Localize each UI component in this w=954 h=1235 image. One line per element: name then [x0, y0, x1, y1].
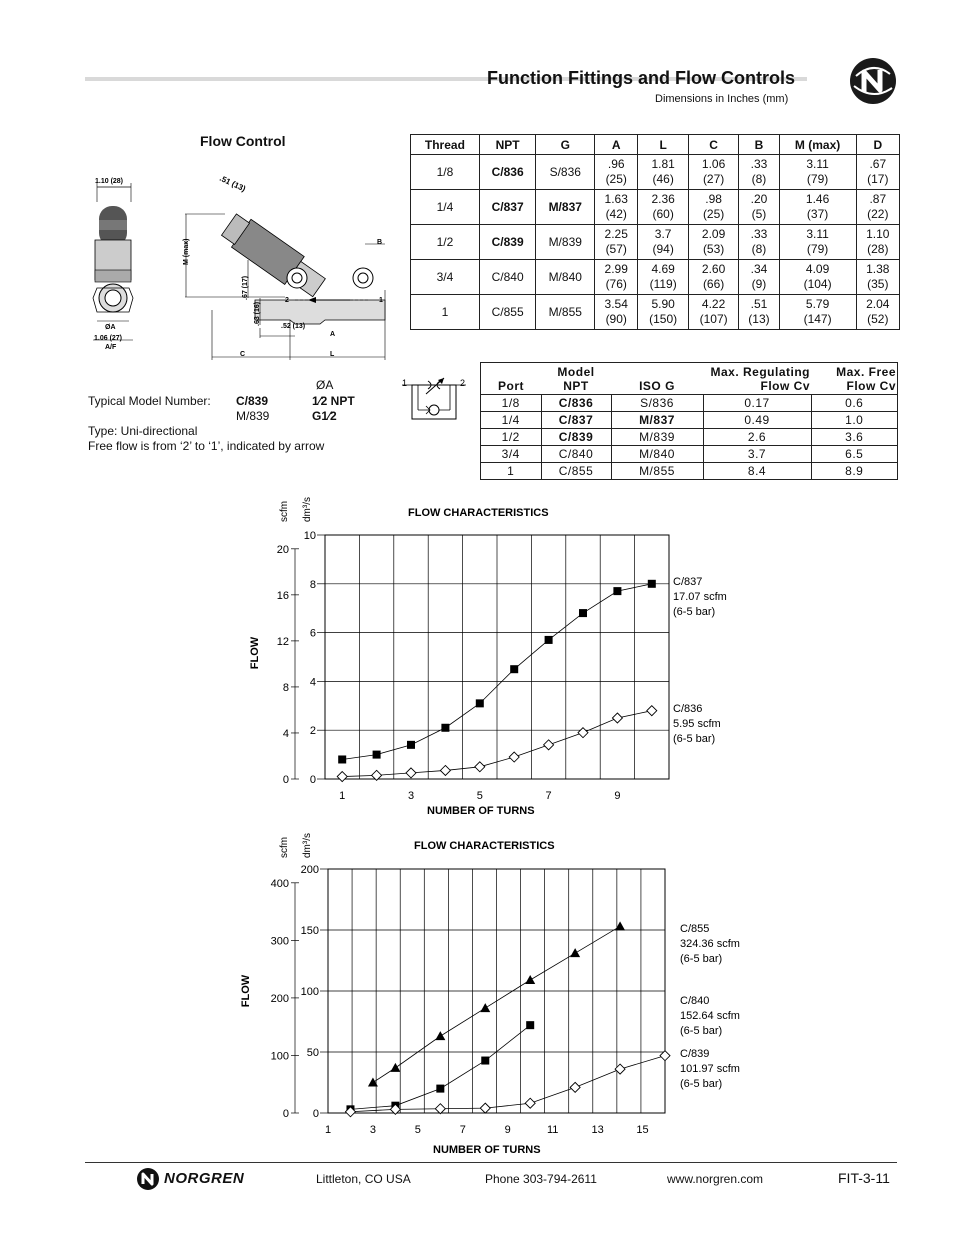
data-point-diamond [509, 752, 519, 762]
dim-l: L [330, 351, 335, 358]
data-point-square [441, 724, 449, 732]
chart-title: FLOW CHARACTERISTICS [408, 507, 549, 519]
cell-g: M/839 [536, 225, 595, 260]
y-tick-label-scfm: 400 [270, 877, 289, 890]
cell-l [638, 225, 688, 260]
y-tick-label-dm3s: 6 [309, 627, 316, 640]
cell-b-mm: (9) [751, 277, 767, 291]
type-line: Type: Uni-directional [88, 424, 198, 438]
y-tick-label-scfm: 0 [282, 774, 289, 786]
data-point-square [613, 587, 621, 595]
x-tick-label: 1 [324, 1124, 332, 1136]
series-label: C/837 [673, 576, 703, 588]
dimensions-header-row [411, 135, 900, 155]
x-tick-label: 9 [614, 790, 621, 802]
series-label: 101.97 scfm [680, 1063, 740, 1075]
dim-af: A/F [105, 344, 117, 351]
y-tick-label-scfm: 8 [282, 681, 289, 694]
cell-b-in: .34 [750, 262, 768, 276]
cell-d-mm: (17) [867, 172, 889, 186]
flow-header-reg-top: Max. Regulating [710, 365, 810, 379]
table-row [411, 225, 900, 260]
x-tick-label: 13 [591, 1124, 604, 1136]
cell-c-in: 2.09 [701, 227, 726, 241]
cell-b [739, 190, 779, 225]
series-label: (6-5 bar) [680, 953, 723, 965]
flow-header-iso-label: ISO G [639, 379, 675, 393]
data-point-diamond [475, 762, 485, 772]
page-number: FIT-3-11 [838, 1170, 890, 1186]
oa-header: ØA [316, 378, 334, 392]
data-point-square [407, 741, 415, 749]
dim-1-06: 1.06 (27) [94, 335, 123, 342]
cell-l-in: 4.69 [651, 262, 675, 276]
cell-m [779, 260, 856, 295]
cell-a-mm: (76) [605, 277, 627, 291]
cell-thread: 1/8 [411, 155, 480, 190]
cell-b-mm: (13) [748, 312, 770, 326]
data-point-diamond [406, 768, 416, 778]
cell-a [595, 155, 638, 190]
series-label: (6-5 bar) [673, 733, 716, 745]
series-label: C/840 [680, 995, 710, 1007]
flow-cell-port: 3/4 [481, 446, 542, 463]
x-tick-label: 7 [459, 1124, 466, 1136]
y-tick-label-dm3s: 8 [309, 578, 316, 591]
x-tick-label: 3 [369, 1124, 376, 1136]
cell-l [638, 190, 688, 225]
end-view [93, 183, 133, 340]
flow-cell-free: 1.0 [811, 412, 898, 429]
y-tick-label-scfm: 100 [270, 1050, 289, 1063]
series-label: 324.36 scfm [680, 938, 740, 950]
x-tick-label: 7 [545, 790, 552, 802]
cell-a-in: 3.54 [604, 297, 628, 311]
cell-m [779, 295, 856, 330]
cell-l-in: 1.81 [651, 157, 675, 171]
cell-d-mm: (22) [867, 207, 889, 221]
cell-l [638, 295, 688, 330]
series-label: 5.95 scfm [673, 718, 721, 730]
flow-header-iso [611, 363, 703, 395]
data-point-diamond [435, 1104, 445, 1114]
table-row [481, 463, 898, 480]
flow-cell-reg: 3.7 [703, 446, 811, 463]
footer-phone: Phone 303-794-2611 [485, 1172, 597, 1186]
data-point-diamond [440, 765, 450, 775]
flow-header-row [481, 363, 898, 395]
flow-cell-npt: C/836 [541, 395, 611, 412]
flow-cell-reg: 8.4 [703, 463, 811, 480]
data-point-square [526, 1021, 534, 1029]
cell-l-mm: (94) [652, 242, 674, 256]
cell-npt: C/839 [479, 225, 536, 260]
y-units-scfm: scfm [279, 500, 290, 522]
cell-d [856, 260, 899, 295]
header-thread: Thread [411, 135, 480, 155]
x-axis-label: NUMBER OF TURNS [433, 1144, 541, 1156]
cell-c-in: .98 [705, 192, 722, 206]
cell-c [688, 225, 738, 260]
cell-c [688, 190, 738, 225]
data-point-square [436, 1085, 444, 1093]
flow-header-npt-label: NPT [563, 379, 589, 393]
y-tick-label-scfm: 300 [270, 935, 289, 948]
data-point-square [648, 580, 656, 588]
cell-a-in: 2.99 [604, 262, 628, 276]
data-point-diamond [570, 1082, 580, 1092]
cell-a [595, 295, 638, 330]
cell-a-mm: (57) [605, 242, 627, 256]
series-label: 17.07 scfm [673, 591, 727, 603]
flow-cell-npt: C/839 [541, 429, 611, 446]
y-axis-label: FLOW [240, 974, 252, 1008]
cell-l-mm: (119) [649, 277, 677, 291]
y-tick-label-scfm: 200 [270, 992, 289, 1005]
dim-63: .63 (16) [254, 301, 261, 326]
cell-l-mm: (46) [652, 172, 674, 186]
table-row [481, 446, 898, 463]
cell-d [856, 190, 899, 225]
cell-thread: 1/4 [411, 190, 480, 225]
flow-cell-reg: 0.17 [703, 395, 811, 412]
flow-cell-iso: M/837 [611, 412, 703, 429]
cell-c-mm: (66) [702, 277, 725, 291]
cell-thread: 3/4 [411, 260, 480, 295]
typical-model-2: M/839 [236, 409, 270, 423]
header-b: B [739, 135, 779, 155]
cell-npt: C/836 [479, 155, 536, 190]
data-point-diamond [480, 1103, 490, 1113]
cell-c-mm: (25) [702, 207, 725, 221]
cell-d-in: .87 [869, 192, 887, 206]
cell-a-mm: (25) [605, 172, 627, 186]
data-point-diamond [612, 713, 622, 723]
y-tick-label-dm3s: 100 [300, 986, 319, 998]
flow-cell-npt: C/855 [541, 463, 611, 480]
cell-b [739, 260, 779, 295]
typical-thread-2: G1⁄2 [312, 409, 337, 423]
flow-cell-npt: C/837 [541, 412, 611, 429]
dim-mmax: M (max) [183, 238, 190, 265]
cell-d-mm: (52) [867, 312, 889, 326]
cell-c [688, 295, 738, 330]
dim-a: A [330, 331, 336, 338]
flow-cell-port: 1 [481, 463, 542, 480]
cell-c-mm: (107) [699, 312, 728, 326]
cell-l [638, 260, 688, 295]
data-point-square [373, 751, 381, 759]
flow-cell-iso: M/855 [611, 463, 703, 480]
y-tick-label-scfm: 20 [276, 543, 289, 556]
y-tick-label-dm3s: 50 [306, 1047, 319, 1059]
flow-cell-iso: M/839 [611, 429, 703, 446]
cell-m-mm: (79) [806, 242, 829, 256]
data-point-square [338, 755, 346, 763]
data-point-square [545, 636, 553, 644]
flow-control-drawing [85, 160, 410, 370]
chart-title: FLOW CHARACTERISTICS [414, 840, 555, 852]
y-tick-label-dm3s: 150 [300, 925, 319, 937]
cell-g: M/855 [536, 295, 595, 330]
y-tick-label-scfm: 4 [282, 727, 289, 740]
cell-thread: 1 [411, 295, 480, 330]
y-tick-label-scfm: 12 [276, 635, 289, 648]
cell-d-in: 1.38 [866, 262, 890, 276]
y-units-dm3s: dm³/s [302, 497, 313, 522]
x-tick-label: 9 [504, 1124, 511, 1136]
series-label: (6-5 bar) [673, 606, 716, 618]
dim-oa: ØA [105, 324, 116, 331]
x-tick-label: 1 [339, 790, 346, 802]
data-point-triangle [525, 975, 535, 984]
cell-l [638, 155, 688, 190]
flow-header-model-top: Model [557, 365, 595, 379]
typical-model-1: C/839 [236, 394, 269, 408]
cell-m [779, 225, 856, 260]
data-point-diamond [578, 728, 588, 738]
side-view [185, 211, 385, 360]
data-point-triangle [390, 1063, 400, 1072]
flow-chart-large [230, 828, 750, 1160]
cell-d-in: 2.04 [866, 297, 890, 311]
cell-b [739, 155, 779, 190]
dim-51: .51 (13) [218, 173, 247, 194]
dimensions-table [410, 134, 900, 330]
cell-b-in: .33 [750, 157, 768, 171]
header-c: C [688, 135, 738, 155]
cell-b-in: .20 [750, 192, 768, 206]
footer-rule [85, 1162, 897, 1163]
y-tick-label-dm3s: 10 [303, 530, 316, 542]
flow-header-free [811, 363, 898, 395]
cell-a-in: 2.25 [604, 227, 628, 241]
data-point-triangle [480, 1003, 490, 1012]
table-row [481, 412, 898, 429]
header-a: A [595, 135, 638, 155]
data-point-diamond [544, 740, 554, 750]
flow-header-port-label: Port [498, 379, 524, 393]
cell-d-mm: (35) [867, 277, 889, 291]
flow-header-port [481, 363, 542, 395]
cell-d [856, 225, 899, 260]
y-tick-label-dm3s: 200 [300, 864, 319, 876]
flow-cell-port: 1/4 [481, 412, 542, 429]
x-tick-label: 11 [546, 1124, 559, 1136]
port-2-label: 2 [285, 297, 289, 304]
cell-d-in: 1.10 [866, 227, 890, 241]
cell-npt: C/837 [479, 190, 536, 225]
flow-header-free-label: Flow Cv [846, 379, 896, 393]
footer-web[interactable]: www.norgren.com [667, 1172, 764, 1186]
cell-m-in: 5.79 [805, 297, 830, 311]
cell-m-in: 4.09 [805, 262, 830, 276]
cell-a-mm: (90) [605, 312, 627, 326]
cell-b-mm: (8) [751, 242, 767, 256]
flow-cell-free: 8.9 [811, 463, 898, 480]
header-d: D [856, 135, 899, 155]
cell-m [779, 190, 856, 225]
cell-b-in: .51 [750, 297, 768, 311]
data-point-diamond [647, 706, 657, 716]
dim-67: .67 (17) [242, 275, 249, 300]
series-label: C/839 [680, 1048, 710, 1060]
footer-address: Littleton, CO USA [316, 1172, 411, 1186]
table-row [481, 429, 898, 446]
cell-a-mm: (42) [605, 207, 627, 221]
flow-direction-line: Free flow is from ‘2’ to ‘1’, indicated by arrow [88, 439, 325, 453]
series-label: (6-5 bar) [680, 1025, 723, 1037]
cell-b [739, 295, 779, 330]
flow-cell-reg: 0.49 [703, 412, 811, 429]
data-point-square [481, 1057, 489, 1065]
cell-thread: 1/2 [411, 225, 480, 260]
cell-a-in: .96 [607, 157, 625, 171]
cell-c-mm: (53) [702, 242, 725, 256]
flow-cell-iso: S/836 [611, 395, 703, 412]
y-tick-label-dm3s: 0 [309, 774, 316, 786]
flow-cell-npt: C/840 [541, 446, 611, 463]
data-point-square [510, 665, 518, 673]
cell-m-in: 1.46 [805, 192, 830, 206]
flow-control-symbol-icon [400, 376, 470, 422]
flow-header-reg-label: Flow Cv [760, 379, 810, 393]
cell-a [595, 190, 638, 225]
brand-name: NORGREN [164, 1170, 245, 1187]
page-subtitle: Dimensions in Inches (mm) [655, 93, 789, 105]
flow-cell-iso: M/840 [611, 446, 703, 463]
table-row [411, 190, 900, 225]
header-npt: NPT [479, 135, 536, 155]
symbol-port-1: 1 [402, 378, 408, 388]
cell-l-mm: (150) [649, 312, 678, 326]
x-tick-label: 15 [636, 1124, 649, 1136]
flow-cell-free: 6.5 [811, 446, 898, 463]
table-row [411, 260, 900, 295]
port-1-label: 1 [379, 297, 383, 304]
dim-b: B [377, 239, 383, 246]
cell-l-in: 3.7 [654, 227, 672, 241]
table-row [411, 295, 900, 330]
series-label: C/836 [673, 703, 703, 715]
cell-d [856, 295, 899, 330]
cell-d [856, 155, 899, 190]
y-axis-label: FLOW [249, 636, 261, 670]
data-point-diamond [525, 1098, 535, 1108]
typical-thread-1: 1⁄2 NPT [312, 394, 355, 408]
header-m: M (max) [779, 135, 856, 155]
cell-npt: C/840 [479, 260, 536, 295]
y-tick-label-dm3s: 4 [309, 676, 316, 689]
header-l: L [638, 135, 688, 155]
flow-cell-reg: 2.6 [703, 429, 811, 446]
flow-table [480, 362, 898, 480]
page-title: Function Fittings and Flow Controls [487, 68, 795, 88]
flow-chart-small [230, 490, 750, 830]
series-label: C/855 [680, 923, 710, 935]
y-units-dm3s: dm³/s [302, 833, 313, 858]
flow-header-reg [703, 363, 811, 395]
flow-cell-free: 3.6 [811, 429, 898, 446]
y-tick-label-scfm: 0 [282, 1108, 289, 1120]
dim-1-10: 1.10 (28) [95, 178, 124, 185]
x-tick-label: 5 [476, 790, 483, 802]
cell-g: M/837 [536, 190, 595, 225]
flow-cell-port: 1/8 [481, 395, 542, 412]
cell-g: S/836 [536, 155, 595, 190]
cell-m-mm: (79) [806, 172, 829, 186]
cell-c-in: 4.22 [701, 297, 726, 311]
cell-c-in: 2.60 [701, 262, 726, 276]
series-label: (6-5 bar) [680, 1078, 723, 1090]
table-row [481, 395, 898, 412]
cell-b [739, 225, 779, 260]
header-g: G [536, 135, 595, 155]
cell-c-mm: (27) [702, 172, 725, 186]
y-tick-label-dm3s: 0 [312, 1108, 319, 1120]
y-tick-label-scfm: 16 [276, 589, 289, 602]
typical-model-label: Typical Model Number: [88, 394, 211, 408]
flow-cell-port: 1/2 [481, 429, 542, 446]
cell-l-mm: (60) [652, 207, 674, 221]
cell-c [688, 155, 738, 190]
cell-g: M/840 [536, 260, 595, 295]
cell-npt: C/855 [479, 295, 536, 330]
norgren-logo-icon [136, 1167, 160, 1191]
symbol-port-2: 2 [460, 378, 466, 388]
cell-m-mm: (104) [803, 277, 832, 291]
flow-header-free-top: Max. Free [836, 365, 896, 379]
cell-d-mm: (28) [867, 242, 889, 256]
y-units-scfm: scfm [279, 836, 290, 858]
cell-b-mm: (8) [751, 172, 767, 186]
cell-l-in: 5.90 [651, 297, 675, 311]
y-tick-label-dm3s: 2 [309, 725, 316, 738]
cell-b-mm: (5) [751, 207, 767, 221]
section-title: Flow Control [200, 133, 286, 149]
data-point-square [476, 699, 484, 707]
dim-52: .52 (13) [281, 323, 306, 330]
x-axis-label: NUMBER OF TURNS [427, 805, 535, 817]
norgren-globe-logo-icon [848, 56, 898, 106]
cell-m-in: 3.11 [806, 157, 829, 171]
cell-b-in: .33 [750, 227, 768, 241]
table-row [411, 155, 900, 190]
flow-header-npt [541, 363, 611, 395]
dim-c: C [240, 351, 246, 358]
cell-a-in: 1.63 [604, 192, 628, 206]
cell-m-in: 3.11 [806, 227, 829, 241]
series-label: 152.64 scfm [680, 1010, 740, 1022]
cell-m-mm: (37) [806, 207, 829, 221]
cell-c-in: 1.06 [701, 157, 726, 171]
cell-m-mm: (147) [803, 312, 832, 326]
data-point-diamond [337, 772, 347, 782]
cell-a [595, 225, 638, 260]
cell-a [595, 260, 638, 295]
x-tick-label: 3 [407, 790, 415, 802]
flow-cell-free: 0.6 [811, 395, 898, 412]
cell-c [688, 260, 738, 295]
cell-l-in: 2.36 [651, 192, 675, 206]
data-point-triangle [570, 948, 580, 957]
data-point-triangle [435, 1031, 445, 1040]
cell-d-in: .67 [869, 157, 887, 171]
data-point-square [579, 609, 587, 617]
x-tick-label: 5 [414, 1124, 421, 1136]
cell-m [779, 155, 856, 190]
